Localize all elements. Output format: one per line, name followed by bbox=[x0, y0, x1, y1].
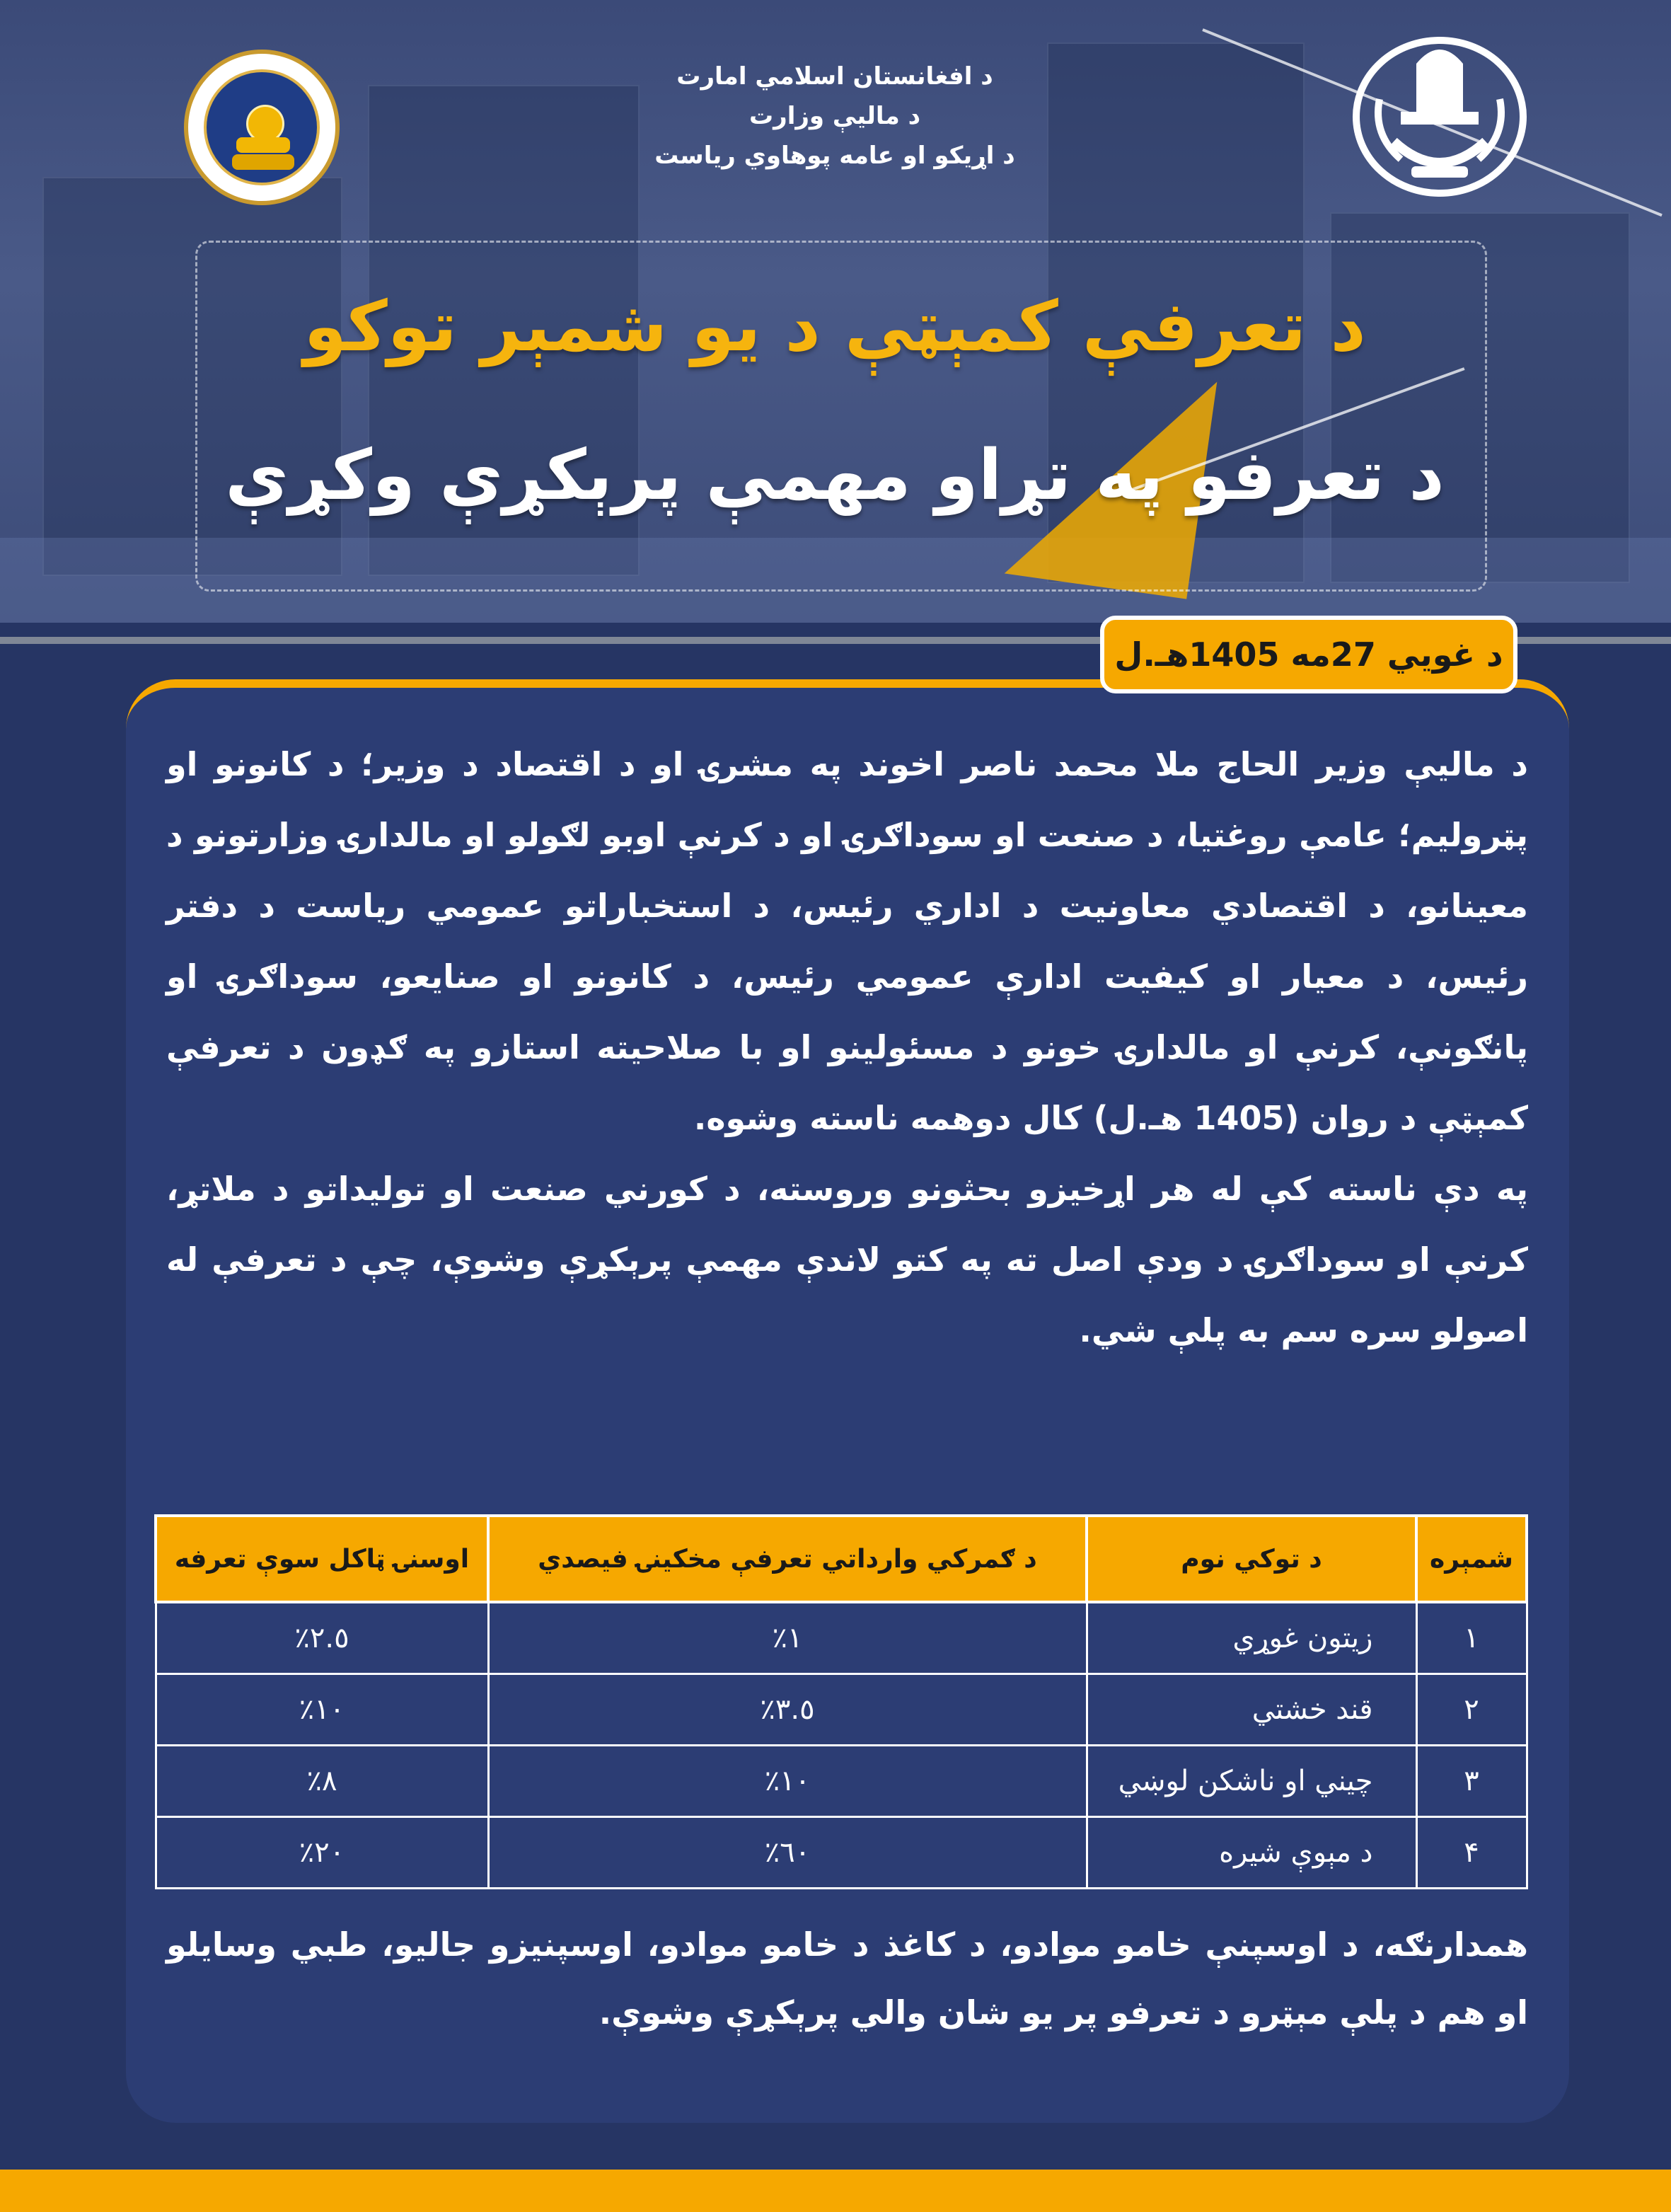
table-row bbox=[156, 1674, 1527, 1746]
article-paragraph: د مالیې وزیر الحاج ملا محمد ناصر اخوند په مشرۍ او د اقتصاد د وزیر؛ د کانونو او پټرولیم؛ عامې روغتیا، د صنعت او سوداګرۍ او د کرنې اوبو لګولو او مالدارۍ وزارتونو د معینانو، د اقتصادي معاونیت د اداري رئیس، د استخباراتو عمومي ریاست د دفتر رئیس، د معیار او کیفیت ادارې عمومي رئیس، د کانونو او صنایعو، سوداګرۍ او پانګونې، کرنې او مالدارۍ خونو د مسئولینو او با صلاحیته استازو په ګډون د تعرفې کمېټې د روان (1405 هـ.ل) کال دوهمه ناسته وشوه. bbox=[166, 745, 1528, 1137]
cell-new-rate: ٨٪ bbox=[156, 1746, 488, 1817]
tariff-table bbox=[154, 1514, 1528, 1889]
org-heading bbox=[608, 57, 1061, 175]
table-row bbox=[156, 1746, 1527, 1817]
ministry-seal-icon bbox=[184, 50, 340, 205]
headline-line-1: د تعرفې کمېټې د یو شمېر توکو bbox=[303, 287, 1366, 367]
cell-new-rate: ٢.٥٪ bbox=[156, 1602, 488, 1674]
cell-item-name: قند خشتي bbox=[1087, 1674, 1416, 1746]
org-line-emirate: د افغانستان اسلامي امارت bbox=[676, 62, 993, 91]
closing-paragraph bbox=[166, 1911, 1528, 2046]
cell-number: ٣ bbox=[1416, 1746, 1527, 1817]
org-line-ministry: د مالیې وزارت bbox=[748, 102, 921, 130]
cell-previous-rate: ٦٠٪ bbox=[488, 1817, 1087, 1889]
emirate-emblem-icon bbox=[1351, 35, 1528, 198]
cell-previous-rate: ٣.٥٪ bbox=[488, 1674, 1087, 1746]
table-row bbox=[156, 1602, 1527, 1674]
bottom-accent-bar bbox=[0, 2170, 1671, 2212]
table-header-row bbox=[156, 1516, 1527, 1602]
column-header-previous-rate: د ګمرکي وارداتي تعرفې مخکینۍ فیصدي bbox=[488, 1516, 1087, 1602]
column-header-number: شمېره bbox=[1416, 1516, 1527, 1602]
cell-previous-rate: ١٪ bbox=[488, 1602, 1087, 1674]
cell-previous-rate: ١٠٪ bbox=[488, 1746, 1087, 1817]
closing-text: همدارنګه، د اوسپنې خامو موادو، د کاغذ د خامو موادو، اوسپنیزو جالیو، طبي وسایلو او هم د پلې مېټرو د تعرفو پر یو شان والي پرېکړې وشوې. bbox=[166, 1925, 1528, 2032]
cell-item-name: زیتون غوړي bbox=[1087, 1602, 1416, 1674]
cell-new-rate: ١٠٪ bbox=[156, 1674, 488, 1746]
column-header-new-rate: اوسنۍ ټاکل سوې تعرفه bbox=[156, 1516, 488, 1602]
cell-number: ١ bbox=[1416, 1602, 1527, 1674]
cell-new-rate: ٢٠٪ bbox=[156, 1817, 488, 1889]
table-row bbox=[156, 1817, 1527, 1889]
cell-number: ٢ bbox=[1416, 1674, 1527, 1746]
article-paragraph: په دې ناسته کې له هر اړخیزو بحثونو وروسته، د کورني صنعت او تولیداتو د ملاتړ، کرنې او سوداګرۍ د ودې اصل ته په کتو لاندې مهمې پرېکړې وشوې، چې د تعرفې له اصولو سره سم به پلې شي. bbox=[166, 1170, 1528, 1349]
article-body bbox=[166, 729, 1528, 1366]
cell-number: ۴ bbox=[1416, 1817, 1527, 1889]
headline-line-2: د تعرفو په تړاو مهمې پرېکړې وکړې bbox=[225, 435, 1445, 516]
cell-item-name: د مېوې شیره bbox=[1087, 1817, 1416, 1889]
org-line-directorate: د اړیکو او عامه پوهاوي ریاست bbox=[654, 142, 1015, 170]
column-header-item: د توکي نوم bbox=[1087, 1516, 1416, 1602]
date-badge: د غويي 27مه 1405هـ.ل bbox=[1100, 616, 1517, 693]
cell-item-name: چیني او ناشکن لوښي bbox=[1087, 1746, 1416, 1817]
